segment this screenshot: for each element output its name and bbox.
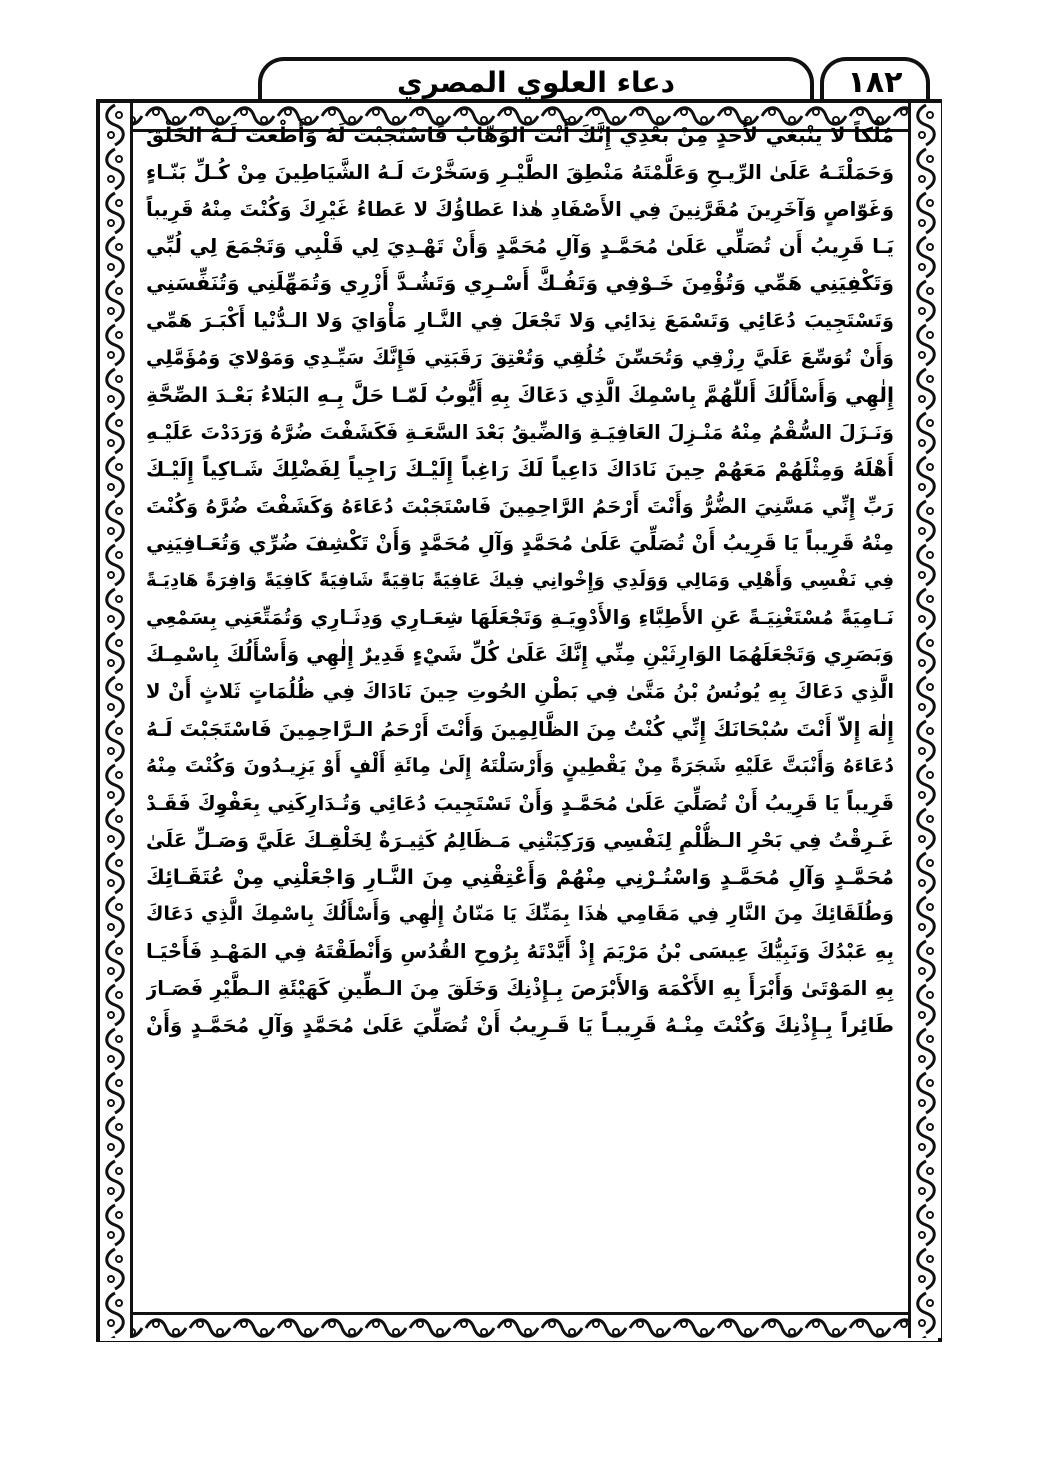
text-line: قَرِيباً يَا قَرِيبُ أَنْ تُصَلِّيَ عَلَىٰ مُحَمَّـدٍ وَأَنْ تَسْتَجِيبَ دُعَائِي وَتُـدَارِكَنِي بِعَفْوِكَ فَقَـدْ (146, 791, 894, 815)
text-line: إِلٰهَ إِلاّ أَنْتَ سُبْحَانَكَ إِنِّي كُنْتُ مِنَ الظَّالِمِينَ وَأَنْتَ أَرْحَمُ الـرَّاحِمِينَ فَاسْتَجَبْتَ لَـهُ (146, 716, 894, 741)
text-line: وَأَنْ تُوَسِّعَ عَلَيَّ رِزْقِي وَتُحَسِّنَ خُلُقِي وَتُعْتِقَ رَقَبَتِي فَإِنَّكَ سَيِّـدِي وَمَوْلايَ وَمُؤَمَّلِي (146, 346, 894, 369)
ornament-band-right (908, 103, 941, 1338)
text-line: يَـا قَرِيبُ أَن تُصَلِّي عَلَىٰ مُحَمَّـدٍ وَآلِ مُحَمَّدٍ وَأَنْ تَهْـدِيَ لِي قَلْبِي وَتَجْمَعَ لِي لُبِّي (146, 234, 894, 259)
ornament-band-bottom (100, 1312, 938, 1341)
page-number-tab (820, 57, 930, 103)
text-line: الَّذِي دَعَاكَ بِهِ يُونُسُ بْنُ مَتَّىٰ فِي بَطْنِ الحُوتِ حِينَ نَادَاكَ فِي ظُلُمَاتٍ ثَلاثٍ أَنْ لا (146, 680, 894, 704)
text-line: غَـرِقْتُ فِي بَحْرِ الـظُّلْمِ لِنَفْسِي وَرَكِبَتْنِي مَـظَالِمُ كَثِيـرَةٌ لِخَلْقِـكَ عَلَيَّ وَصَـلِّ عَلَىٰ (146, 828, 894, 852)
text-line: وَطُلَقَائِكَ مِنَ النَّارِ فِي مَقَامِي هٰذَا بِمَنِّكَ يَا مَنّانُ إِلٰهِي وَأَسْأَلُكَ بِاسْمِكَ الَّذِي دَعَاكَ (146, 902, 894, 925)
ornament-band-left (100, 103, 133, 1338)
text-line: مِنْهُ قَرِيباً يَا قَرِيبُ أَنْ تُصَلِّيَ عَلَىٰ مُحَمَّدٍ وَآلِ مُحَمَّدٍ وَأَنْ تَكْشِفَ ضُرِّي وَتُعَـافِيَنِي (146, 531, 894, 556)
page-title: دعاء العلوي المصري (397, 65, 675, 99)
title-tab (258, 57, 814, 103)
text-line: فِي نَفْسِي وَأَهْلِي وَمَالِي وَوَلَدِي وَإِخْوانِي فِيكَ عَافِيَةً بَاقِيَةً شَافِيَةً كَافِيَةً وَافِرَةً هَادِيَـةً (146, 570, 894, 592)
text-line: مُلْكاً لا يَنْبَغي لأَحدٍ مِنْ بَعْدِي إِنَّكَ أَنْتَ الوَهّابُ فَاسْتَجَبْتَ لَهُ وَأَطْعَتَ لَـهُ الخَلْقَ (146, 123, 894, 147)
text-line: وَغَوّاصٍ وَآخَرِينَ مُقَرَّنِينَ فِي الأَصْفَادِ هٰذا عَطاؤُكَ لا عَطاءُ غَيْرِكَ وَكُنْتَ مِنْهُ قَرِيباً (146, 198, 894, 222)
text-line: رَبِّ إِنِّي مَسَّنِيَ الضُّرُّ وَأَنْتَ أَرْحَمُ الرَّاحِمِينَ فَاسْتَجَبْتَ دُعَاءَهُ وَكَشَفْتَ ضُرَّهُ وَكُنْتَ (146, 494, 894, 518)
text-line: وَبَصَرِي وَتَجْعَلَهُمَا الوَارِثَيْنِ مِنِّي إِنَّكَ عَلَىٰ كُلِّ شَيْءٍ قَدِيرٌ إِلٰهِي وَأَسْأَلُكَ بِاسْمِـكَ (146, 642, 894, 667)
text-line: مُحَمَّـدٍ وَآلِ مُحَمَّـدٍ وَاسْتُـرْنِي مِنْهُمْ وَأَعْتِقْنِي مِنَ النَّـارِ وَاجْعَلْنِي مِنْ عُتَقَـائِكَ (146, 864, 894, 889)
page-number: ١٨٢ (847, 64, 903, 100)
text-line: أَهْلَهُ وَمِثْلَهُمْ مَعَهُمْ حِينَ نَادَاكَ دَاعِياً لَكَ رَاغِباً إِلَيْـكَ رَاجِياً لِفَضْلِكَ شَـاكِياً إِلَيْـكَ (146, 456, 894, 481)
text-line: بِهِ عَبْدُكَ وَنَبِيُّكَ عِيسَى بْنُ مَرْيَمَ إِذْ أَيَّدْتَهُ بِرُوحِ القُدُسِ وَأَنْطَقْتَهُ فِي المَهْـدِ فَأَحْيَـا (146, 940, 894, 964)
text-line: طَائِراً بِـإِذْنِكَ وَكُنْتَ مِنْـهُ قَرِيبـاً يَا قَـرِيبُ أَنْ تُصَلِّيَ عَلَىٰ مُحَمَّدٍ وَآلِ مُحَمَّـدٍ وَأَنْ (146, 1013, 894, 1038)
text-line: وَتَسْتَجِيبَ دُعَائِي وَتَسْمَعَ نِدَائِي وَلا تَجْعَلَ فِي النَّـارِ مَأْوَايَ وَلا الـدُّنْيا أَكْبَـرَ هَمِّي (146, 309, 894, 333)
text-line: نَـامِيَةً مُسْتَغْنِيَـةً عَنِ الأَطِبَّاءِ وَالأَدْوِيَـةِ وَتَجْعَلَهَا شِعَـارِي وَدِثَـارِي وَتُمَتِّعَنِي بِسَمْعِي (146, 606, 894, 630)
text-line: وَتَكْفِيَنِي هَمِّي وَتُؤْمِنَ خَـوْفِي وَتَفُـكَّ أَسْـرِي وَتَشُـدَّ أَزْرِي وَتُمَهِّلَنِي وَتُنَفِّسَنِي (146, 271, 894, 296)
text-line: إِلٰهِي وَأَسْأَلُكَ أَللّٰهُمَّ بِاسْمِكَ الَّذِي دَعَاكَ بِهِ أَيُّوبُ لَمّـا حَلَّ بِـهِ البَلاءُ بَعْـدَ الصِّحَّةِ (146, 382, 894, 407)
prayer-text (146, 117, 894, 1307)
text-line: بِهِ المَوْتَىٰ وَأَبْرَأَ بِهِ الأَكْمَهَ وَالأَبْرَصَ بِـإِذْنِكَ وَخَلَقَ مِنَ الـطِّينِ كَهَيْئَةِ الـطَّيْرِ فَصَـارَ (146, 977, 894, 1001)
text-line: دُعَاءَهُ وَأَنْبَتَّ عَلَيْهِ شَجَرَةً مِنْ يَقْطِينٍ وَأَرْسَلْتَهُ إِلَىٰ مِائَةِ أَلْفٍ أَوْ يَزِيـدُونَ وَكُنْتَ مِنْهُ (146, 754, 894, 777)
text-line: وَحَمَلْتَـهُ عَلَىٰ الرِّيـحِ وَعَلَّمْتَهُ مَنْطِقَ الطَّيْـرِ وَسَخَّرْتَ لَـهُ الشَّيَاطِينَ مِنْ كُـلِّ بَنّـاءٍ (146, 160, 894, 185)
text-line: وَنَـزَلَ السُّقْمُ مِنْهُ مَنْـزِلَ العَافِيَـةِ وَالضِّيقُ بَعْدَ السَّعَـةِ فَكَشَفْتَ ضُرَّهُ وَرَدَدْتَ عَلَيْـهِ (146, 420, 894, 444)
